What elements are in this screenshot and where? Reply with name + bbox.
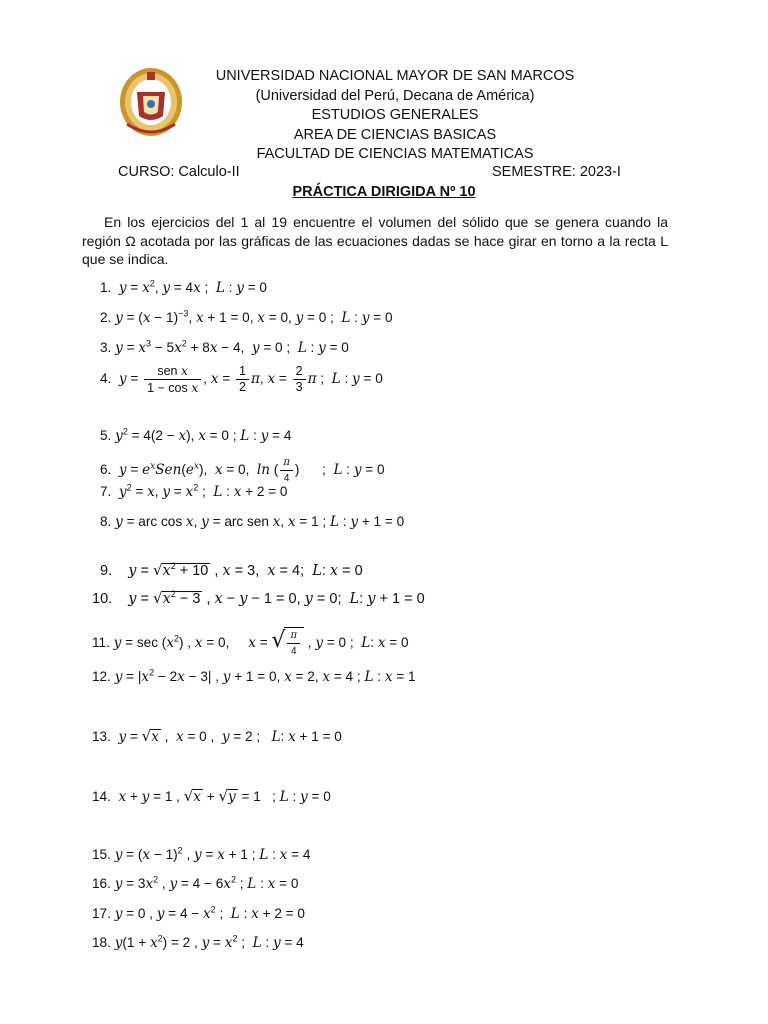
exercise-18: 18. $y(1 + x^2) = 2$ , $y = x^2$ ; L : y = 4 [92, 933, 304, 951]
exercise-11: 11. $y = \sec (x^2)$ , x = 0, x = √ $\frac{\pi}{4}$ , y = 0 ; L: x = 0 [92, 628, 409, 657]
exercise-12: 12. $y = |x^2 - 2x - 3|$ , y + 1 = 0, x = 2, x = 4 ; L : x = 1 [92, 667, 416, 685]
exercise-16: 16. $y = 3x^2$ , $y = 4 - 6x^2$ ; L : x = 0 [92, 874, 299, 892]
semester-label: SEMESTRE: 2023-I [492, 164, 621, 180]
exercise-15: 15. $y = (x - 1)^2$ , y = x + 1 ; L : x = 4 [92, 845, 311, 863]
header-line-3: ESTUDIOS GENERALES [311, 107, 479, 124]
course-label: CURSO: Calculo-II [118, 164, 240, 180]
exercise-9: 9. $y = √x^2 + 10$ , x = 3, x = 4; L: x = 0 [100, 561, 363, 579]
exercise-3: 3. $y = x^3 - 5x^2 + 8x - 4$, y = 0 ; L : y = 0 [100, 338, 349, 356]
exercise-10: 10. $y = √x^2 - 3$ , x − y − 1 = 0, y = 0; L: y + 1 = 0 [92, 589, 425, 607]
exercise-5: 5. $y^2 = 4(2 - x)$, x = 0 ; L : y = 4 [100, 426, 292, 444]
header-line-4: AREA DE CIENCIAS BASICAS [293, 126, 497, 143]
exercise-2: 2. $y = (x - 1)^{-3}$, x + 1 = 0, x = 0, y = 0 ; L : y = 0 [100, 308, 393, 326]
exercise-4: 4. y = $\frac{\text{sen x}}{\text{1 − cos x}}$ , x = $\frac{1}{2}$ π, x = $\frac{2}{3}$ π ; L : y = 0 [100, 363, 383, 395]
intro-paragraph: En los ejercicios del 1 al 19 encuentre el volumen del sólido que se genera cuando la región Ω acotada por las gráficas de las ecuaciones dadas se hace girar en torno a la recta L que se indica. [82, 214, 668, 268]
header-line-5: FACULTAD DE CIENCIAS MATEMATICAS [256, 146, 534, 163]
exercise-6: 6. $y = e^xSen(e^x)$, x = 0, ln ( $\frac{\pi}{4}$ ) ; L : y = 0 [100, 457, 385, 484]
page-title: PRÁCTICA DIRIGIDA Nº 10 [292, 184, 476, 200]
exercise-7: 7. $y^2 = x$, $y = x^2$ ; L : x + 2 = 0 [100, 482, 288, 500]
exercise-17: 17. y = 0 , $y = 4 - x^2$ ; L : x + 2 = 0 [92, 904, 305, 922]
header-block [190, 67, 600, 165]
exercise-13: 13. y = √x , x = 0 , y = 2 ; L: x + 1 = 0 [92, 727, 342, 745]
exercise-1: 1. $y = x^2$, y = 4x ; L : y = 0 [100, 278, 267, 296]
exercise-8: 8. y = arc cos x, y = arc sen x, x = 1 ; L : y + 1 = 0 [100, 514, 405, 530]
university-subtitle: (Universidad del Perú, Decana de América) [255, 87, 535, 104]
exercise-14: 14. x + y = 1 , √x + √y = 1 ; L : y = 0 [92, 787, 331, 805]
university-seal-logo [117, 64, 185, 138]
university-name: UNIVERSIDAD NACIONAL MAYOR DE SAN MARCOS [215, 68, 575, 84]
